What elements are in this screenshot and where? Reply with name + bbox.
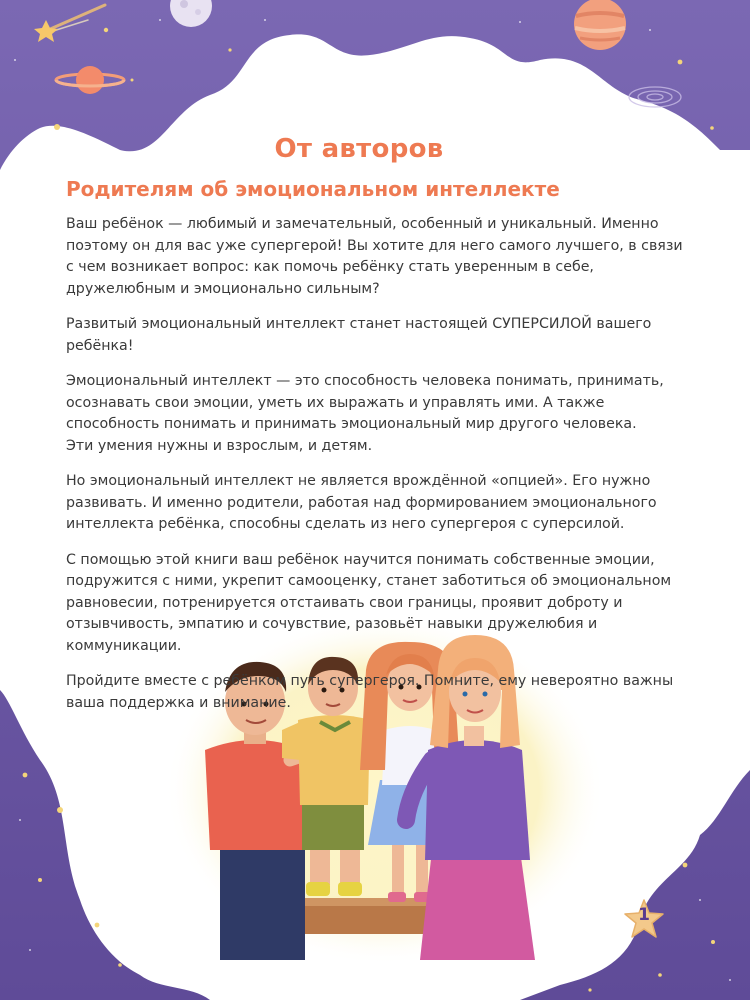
paragraph: Эмоциональный интеллект — это способность человека понимать, принимать, осознавать свои эмоции, уметь их выражать и управлять ими. А также способность понимать и принимать эмоциональный мир другого человека. Эти умения нужны и взрослым, и детям. [66, 373, 664, 454]
paragraph: С помощью этой книги ваш ребёнок научится понимать собственные эмоции, подружится с ними, укрепит самооценку, станет заботиться об эмоциональном равновесии, потренируется отстаивать свои границы, проявит доброту и отзывчивость, эмпатию и сочувствие, разовьёт навыки дружелюбия и коммуникации. [66, 551, 672, 654]
page-number: 1 [638, 905, 650, 925]
paragraph: Ваш ребёнок — любимый и замечательный, особенный и уникальный. Именно поэтому он для вас уже супергерой! Вы хотите для него самого лучшего, в связи с чем возникает вопрос: как помочь ребёнку стать уверенным в себе, дружелюбным и эмоционально сильным? [66, 216, 683, 297]
paragraph: Пройдите вместе с ребёнком путь супергероя. Помните, ему невероятно важны ваша поддержка и внимание. [66, 673, 674, 711]
page-subtitle: Родителям об эмоциональном интеллекте [66, 177, 560, 201]
paragraph: Развитый эмоциональный интеллект станет настоящей СУПЕРСИЛОЙ вашего ребёнка! [66, 316, 652, 354]
planet-jupiter-icon [574, 0, 626, 50]
body-text [66, 214, 684, 728]
page-title: От авторов [274, 134, 444, 164]
paragraph: Но эмоциональный интеллект не является врождённой «опцией». Его нужно развивать. И именно родители, работая над формированием эмоционального интеллекта ребёнка, способны сделать из него супергероя с суперсилой. [66, 473, 657, 532]
